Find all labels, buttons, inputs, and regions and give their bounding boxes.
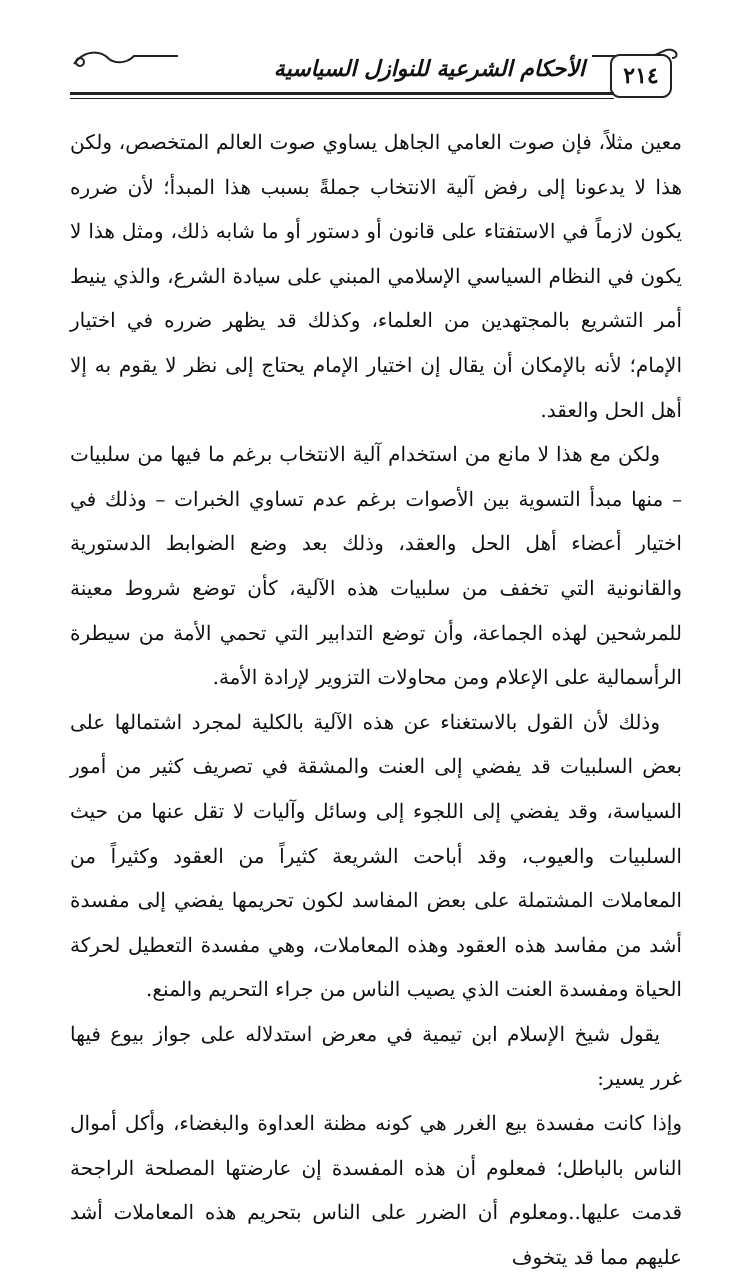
paragraph-3: وذلك لأن القول بالاستغناء عن هذه الآلية بالكلية لمجرد اشتمالها على بعض السلبيات قد يفضي إلى العنت والمشقة في تصريف كثير من أمور السياسة، وقد يفضي إلى اللجوء إلى وسائل وآليات لا تقل عنها من حيث السلبيات والعيوب، وقد أباحت الشريعة كثيراً من العقود وكثيراً من المعاملات المشتملة على بعض المفاسد لكون تحريمها يفضي إلى مفسدة أشد من مفاسد هذه العقود وهذه المعاملات، وهي مفسدة التعطيل لحركة الحياة ومفسدة العنت الذي يصيب الناس من جراء التحريم والمنع. — [70, 709, 682, 1002]
paragraph-1: معين مثلاً، فإن صوت العامي الجاهل يساوي صوت العالم المتخصص، ولكن هذا لا يدعونا إلى رفض آلية الانتخاب جملةً بسبب هذا المبدأ؛ لأن ضرره يكون لازماً في الاستفتاء على قانون أو دستور أو ما شابه ذلك، ومثل هذا لا يكون في النظام السياسي الإسلامي المبني على سيادة الشرع، والذي ينيط أمر التشريع بالمجتهدين من العلماء، وكذلك قد يظهر ضرره في اختيار الإمام؛ لأنه بالإمكان أن يقال إن اختيار الإمام يحتاج إلى نظر لا يقوم به إلا أهل الحل والعقد. — [70, 130, 682, 422]
body-text — [70, 120, 682, 1279]
running-title: الأحكام الشرعية للنوازل السياسية — [273, 56, 585, 82]
page-header — [70, 42, 680, 104]
paragraph-5: وإذا كانت مفسدة بيع الغرر هي كونه مظنة العداوة والبغضاء، وأكل أموال الناس بالباطل؛ فمعلوم أن هذه المفسدة إن عارضتها المصلحة الراجحة قدمت عليها..ومعلوم أن الضرر على الناس بتحريم هذه المعاملات أشد عليهم مما قد يتخوف — [70, 1111, 683, 1269]
page-number: ٢١٤ — [610, 54, 672, 98]
header-rule-thick — [70, 92, 614, 95]
header-rule-thin — [70, 98, 614, 99]
header-ornament-left-icon — [70, 42, 180, 72]
paragraph-4: يقول شيخ الإسلام ابن تيمية في معرض استدلاله على جواز بيوع فيها غرر يسير: — [70, 1021, 682, 1091]
paragraph-2: ولكن مع هذا لا مانع من استخدام آلية الانتخاب برغم ما فيها من سلبيات – منها مبدأ التسوية بين الأصوات برغم عدم تساوي الخبرات – وذلك في اختيار أعضاء أهل الحل والعقد، وذلك بعد وضع الضوابط الدستورية والقانونية التي تخفف من سلبيات هذه الآلية، كأن توضع شروط معينة للمرشحين لهذه الجماعة، وأن توضع التدابير التي تحمي الأمة من سيطرة الرأسمالية على الإعلام ومن محاولات التزوير لإرادة الأمة. — [70, 442, 683, 690]
